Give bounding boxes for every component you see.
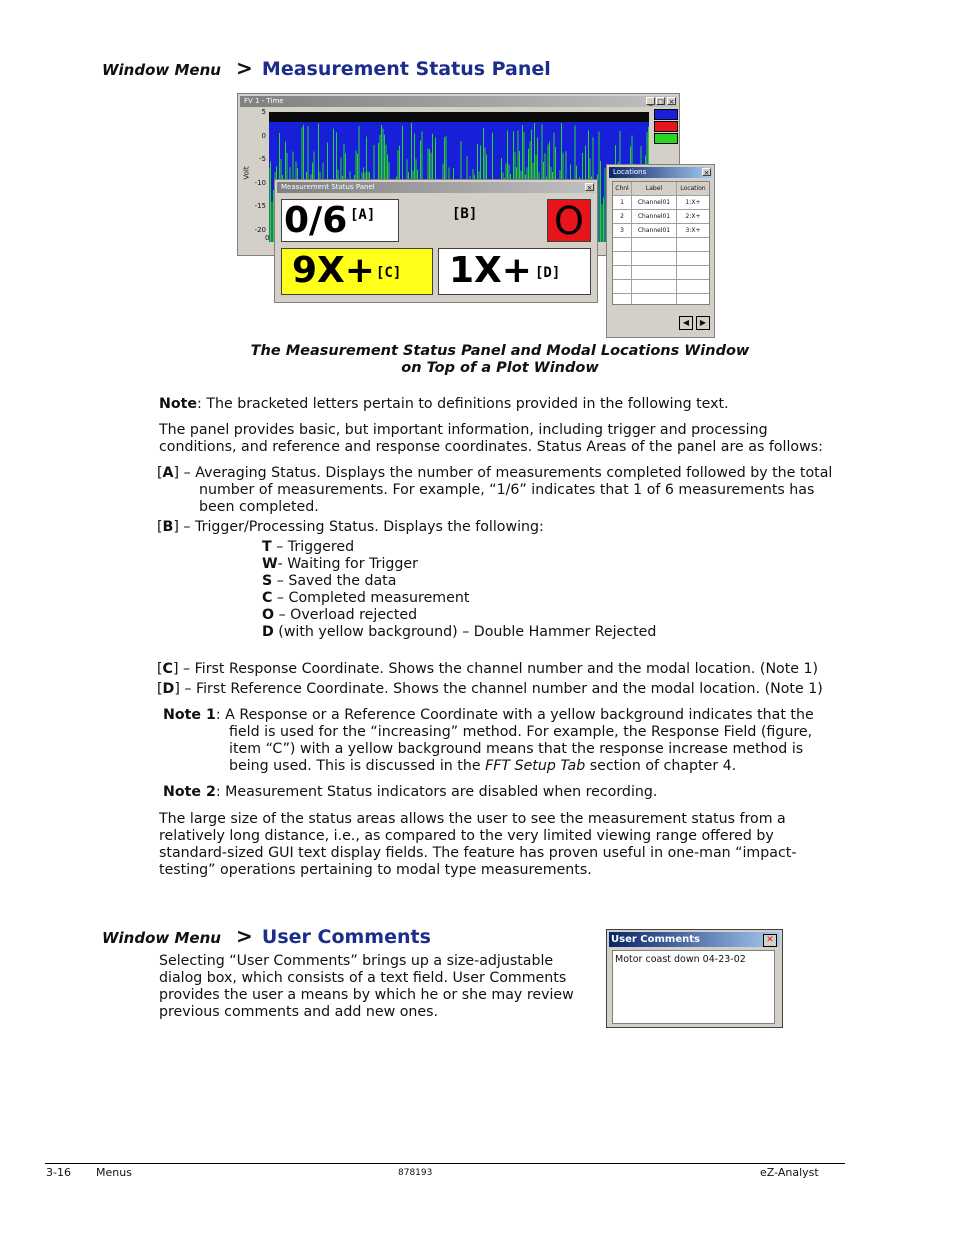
text-line: been completed.: [199, 499, 319, 515]
item-b: [157, 519, 544, 536]
text-line: field is used for the “increasing” method. For example, the Response Field (figure,: [229, 724, 813, 740]
note-label: Note: [159, 396, 198, 412]
code: C: [262, 590, 273, 606]
text-line: relatively long distance, i.e., as compared to the very limited viewing range offered by: [159, 828, 774, 844]
column-header-location[interactable]: Location: [680, 185, 706, 192]
status-c-value: 9X+: [292, 250, 375, 291]
item-a: [157, 465, 832, 516]
item-c: [157, 661, 818, 678]
locations-header-row: [613, 182, 709, 196]
list-item: [262, 556, 656, 573]
text-line: – Trigger/Processing Status. Displays the following:: [178, 519, 544, 535]
bracket: [: [157, 681, 163, 697]
text-line: testing” operations pertaining to modal type measurements.: [159, 862, 592, 878]
close-icon[interactable]: ×: [586, 184, 593, 192]
text-line: dialog box, which consists of a text field. User Comments: [159, 970, 567, 986]
status-panel-title: Measurement Status Panel: [281, 183, 375, 191]
table-row[interactable]: [613, 196, 709, 210]
item-letter: B: [162, 519, 174, 535]
text-line: The panel provides basic, but important information, including trigger and processing: [159, 422, 768, 438]
text-line: : A Response or a Reference Coordinate with a yellow background indicates that the: [215, 707, 814, 723]
figure-caption: [200, 343, 800, 377]
status-b-tag: [B]: [452, 206, 478, 222]
user-comments-title: User Comments: [611, 934, 700, 945]
heading-arrow: >: [236, 56, 253, 80]
footer-page-number: 3-16: [46, 1166, 71, 1179]
y-tick: 0: [261, 131, 266, 140]
cell-location: 3:X+: [685, 227, 701, 234]
caption-line: on Top of a Plot Window: [401, 360, 599, 376]
y-tick: 5: [261, 108, 266, 116]
close-icon[interactable]: ✕: [763, 934, 777, 947]
note-text: : The bracketed letters pertain to definitions provided in the following text.: [197, 396, 729, 412]
heading-menu-label: Window Menu: [102, 929, 221, 947]
close-icon[interactable]: ×: [703, 169, 710, 177]
locations-titlebar: [609, 167, 712, 178]
text-line: section of chapter 4.: [585, 758, 737, 774]
code: S: [262, 573, 273, 589]
user-comments-paragraph: [159, 953, 574, 1021]
locations-table: [612, 181, 710, 305]
next-arrow-icon[interactable]: ▶: [696, 316, 710, 330]
x-tick-label: 0: [265, 234, 270, 242]
text-line: standard-sized GUI text display fields. The feature has proven useful in one-man “impact-: [159, 845, 797, 861]
status-panel-titlebar: [277, 182, 595, 193]
table-row-empty[interactable]: [613, 238, 709, 252]
item-letter: A: [162, 465, 174, 481]
text-line: number of measurements. For example, “1/6” indicates that 1 of 6 measurements has: [199, 482, 815, 498]
code-desc: - Waiting for Trigger: [277, 556, 418, 572]
text-line: being used. This is discussed in the: [229, 758, 486, 774]
bracket: ]: [173, 465, 180, 481]
fft-setup-tab-reference: FFT Setup Tab: [485, 758, 586, 774]
code-desc: – Triggered: [271, 539, 355, 555]
item-d: [157, 681, 823, 698]
text-line: – First Reference Coordinate. Shows the channel number and the modal location. (Note 1): [179, 681, 823, 697]
bracket: [: [157, 465, 163, 481]
code: O: [262, 607, 275, 623]
y-tick: -5: [259, 155, 266, 163]
code: W: [262, 556, 278, 572]
channel-color-blue[interactable]: [654, 109, 678, 120]
table-row-empty[interactable]: [613, 280, 709, 294]
plot-window-titlebar: [240, 96, 677, 107]
note-label: Note 1: [163, 707, 216, 723]
code: D: [262, 624, 274, 640]
prev-arrow-icon[interactable]: ◀: [679, 316, 693, 330]
status-area-b: [547, 199, 591, 242]
cell-chnl: 1: [620, 199, 624, 206]
cell-chnl: 2: [620, 213, 624, 220]
cell-location: 2:X+: [685, 213, 701, 220]
status-area-d: [438, 248, 591, 295]
text-line: conditions, and reference and response coordinates. Status Areas of the panel are as follows:: [159, 439, 823, 455]
text-line: Selecting “User Comments” brings up a size-adjustable: [159, 953, 554, 969]
list-item: [262, 539, 656, 556]
table-row[interactable]: [613, 210, 709, 224]
y-tick: -20: [254, 225, 266, 234]
y-tick: -10: [254, 178, 266, 187]
text-line: provides the user a means by which he or she may review: [159, 987, 574, 1003]
bracket: ]: [172, 661, 179, 677]
text-line: previous comments and add new ones.: [159, 1004, 439, 1020]
text-line: The large size of the status areas allows the user to see the measurement status from a: [159, 811, 786, 827]
heading-menu-label: Window Menu: [102, 61, 221, 79]
footer-product: eZ-Analyst: [760, 1166, 819, 1179]
user-comments-titlebar: [609, 932, 780, 947]
bracket: [: [157, 519, 163, 535]
cell-chnl: 3: [620, 227, 624, 234]
cell-label: Channel01: [637, 227, 671, 234]
status-area-c: [281, 248, 433, 295]
status-c-tag: [C]: [376, 265, 402, 281]
note-text: : Measurement Status indicators are disabled when recording.: [215, 784, 658, 800]
section-heading-user-comments: [102, 924, 431, 948]
code: T: [262, 539, 272, 555]
column-header-chnl[interactable]: Chnl: [615, 185, 629, 192]
cell-label: Channel01: [637, 199, 671, 206]
status-area-a: [281, 199, 399, 242]
text-line: item “C”) with a yellow background means that the response increase method is: [229, 741, 804, 757]
note-intro: [159, 396, 729, 413]
heading-title: User Comments: [261, 926, 431, 948]
bracket: ]: [173, 519, 179, 535]
caption-line: The Measurement Status Panel and Modal Locations Window: [250, 343, 750, 359]
column-header-label[interactable]: Label: [645, 185, 663, 192]
status-a-tag: [A]: [350, 207, 376, 223]
status-b-value: O: [554, 199, 584, 243]
comment-text: Motor coast down 04-23-02: [615, 954, 746, 965]
close-icon[interactable]: ×: [668, 98, 675, 106]
locations-title: Locations: [613, 168, 647, 176]
footer-chapter: Menus: [96, 1166, 132, 1179]
text-line: – Averaging Status. Displays the number of measurements completed followed by the total: [179, 465, 833, 481]
user-comments-text-field[interactable]: [612, 950, 775, 1024]
table-row[interactable]: [613, 224, 709, 238]
list-item: [262, 590, 656, 607]
status-d-tag: [D]: [535, 265, 561, 281]
footer-rule: [45, 1163, 845, 1164]
y-axis-label: Volt: [242, 166, 251, 180]
plot-window-title: FV 1 - Time: [244, 97, 284, 105]
text-line: – First Response Coordinate. Shows the channel number and the modal location. (Note 1): [178, 661, 819, 677]
channel-color-red[interactable]: [654, 121, 678, 132]
intro-paragraph: [159, 422, 823, 456]
note-1: [163, 707, 814, 775]
minimize-icon[interactable]: _: [646, 97, 655, 105]
footer-doc-number: 878193: [398, 1168, 433, 1178]
status-a-value: 0/6: [284, 200, 348, 241]
heading-title: Measurement Status Panel: [261, 58, 551, 80]
status-size-paragraph: [159, 811, 796, 879]
list-item: [262, 624, 656, 641]
table-row-empty[interactable]: [613, 266, 709, 280]
code-desc: – Overload rejected: [274, 607, 418, 623]
status-d-value: 1X+: [449, 250, 532, 291]
note-label: Note 2: [163, 784, 216, 800]
heading-arrow: >: [236, 924, 253, 948]
section-heading-measurement-status: [102, 56, 551, 80]
maximize-icon[interactable]: □: [657, 98, 664, 106]
code-desc: (with yellow background) – Double Hammer Rejected: [273, 624, 657, 640]
y-tick-labels: [250, 108, 266, 249]
note-2: [163, 784, 657, 801]
trigger-code-list: [262, 539, 656, 641]
table-row-empty[interactable]: [613, 252, 709, 266]
bracket: [: [157, 661, 163, 677]
figure-status-panel: [237, 93, 717, 339]
list-item: [262, 573, 656, 590]
item-letter: C: [162, 661, 173, 677]
bracket: ]: [174, 681, 180, 697]
item-letter: D: [162, 681, 175, 697]
cell-location: 1:X+: [685, 199, 701, 206]
code-desc: – Completed measurement: [272, 590, 470, 606]
y-tick: -15: [254, 202, 266, 210]
channel-color-green[interactable]: [654, 133, 678, 144]
user-comments-dialog: [606, 929, 783, 1028]
locations-window: [606, 164, 715, 338]
measurement-status-panel: [274, 179, 598, 303]
cell-label: Channel01: [637, 213, 671, 220]
code-desc: – Saved the data: [272, 573, 397, 589]
list-item: [262, 607, 656, 624]
